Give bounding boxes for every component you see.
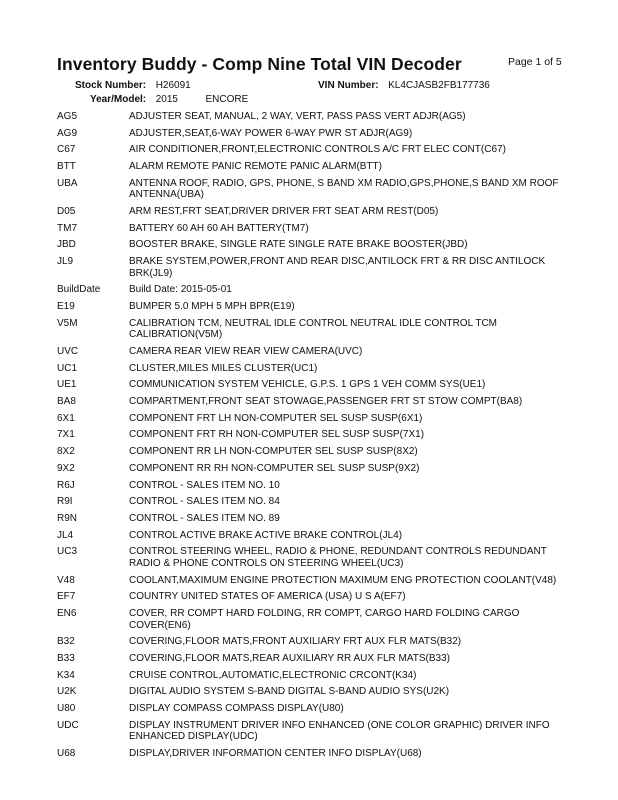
option-row <box>57 318 567 341</box>
option-code: EF7 <box>57 591 76 603</box>
option-code: UDC <box>57 719 79 731</box>
option-code: TM7 <box>57 222 77 234</box>
model-value: ENCORE <box>205 94 249 105</box>
option-code: BuildDate <box>57 284 101 296</box>
option-code: C67 <box>57 144 76 156</box>
option-description: COMPONENT RR RH NON-COMPUTER SEL SUSP SUSP(9X2) <box>129 462 420 474</box>
option-code: 6X1 <box>57 412 75 424</box>
option-description: COMPONENT RR LH NON-COMPUTER SEL SUSP SUSP(8X2) <box>129 446 418 458</box>
option-row <box>57 144 567 156</box>
option-row <box>57 346 567 358</box>
vin-number-field <box>318 80 490 91</box>
year-value: 2015 <box>155 94 178 105</box>
option-code: U68 <box>57 747 76 759</box>
option-description: DISPLAY,DRIVER INFORMATION CENTER INFO DISPLAY(U68) <box>129 747 422 759</box>
option-row <box>57 178 567 201</box>
option-row <box>57 239 567 251</box>
option-description: CONTROL ACTIVE BRAKE ACTIVE BRAKE CONTROL(JL4) <box>129 529 403 541</box>
option-row <box>57 206 567 218</box>
option-row <box>57 256 567 279</box>
option-row <box>57 670 567 682</box>
option-description: CALIBRATION TCM, NEUTRAL IDLE CONTROL NEUTRAL IDLE CONTROL TCM CALIBRATION(V5M) <box>129 317 498 341</box>
option-row <box>57 748 567 760</box>
option-row <box>57 608 567 631</box>
option-description: COVERING,FLOOR MATS,REAR AUXILIARY RR AUX FLR MATS(B33) <box>129 652 450 664</box>
option-row <box>57 284 567 296</box>
option-row <box>57 111 567 123</box>
option-row <box>57 161 567 173</box>
option-row <box>57 575 567 587</box>
option-row <box>57 703 567 715</box>
option-row <box>57 446 567 458</box>
option-description: COMPONENT FRT LH NON-COMPUTER SEL SUSP SUSP(6X1) <box>129 412 423 424</box>
option-description: ADJUSTER,SEAT,6-WAY POWER 6-WAY PWR ST ADJR(AG9) <box>129 127 413 139</box>
option-description: ARM REST,FRT SEAT,DRIVER DRIVER FRT SEAT ARM REST(D05) <box>129 206 439 218</box>
option-row <box>57 530 567 542</box>
option-code: UVC <box>57 346 79 358</box>
year-model-label: Year/Model: <box>90 94 147 105</box>
option-code: B33 <box>57 652 75 664</box>
vin-number-label: VIN Number: <box>318 80 379 91</box>
option-code: U2K <box>57 686 77 698</box>
option-code: JL4 <box>57 529 74 541</box>
option-code: B32 <box>57 636 75 648</box>
option-row <box>57 429 567 441</box>
option-code: BTT <box>57 161 76 173</box>
option-row <box>57 301 567 313</box>
option-description: COVER, RR COMPT HARD FOLDING, RR COMPT, CARGO HARD FOLDING CARGO COVER(EN6) <box>129 607 520 631</box>
option-code: E19 <box>57 301 75 313</box>
option-description: BRAKE SYSTEM,POWER,FRONT AND REAR DISC,ANTILOCK FRT & RR DISC ANTILOCK BRK(JL9) <box>129 256 546 279</box>
option-description: CAMERA REAR VIEW REAR VIEW CAMERA(UVC) <box>129 346 363 358</box>
option-row <box>57 379 567 391</box>
option-code: R9I <box>57 496 73 508</box>
option-description: AIR CONDITIONER,FRONT,ELECTRONIC CONTROLS A/C FRT ELEC CONT(C67) <box>129 144 506 156</box>
option-row <box>57 223 567 235</box>
option-row <box>57 128 567 140</box>
option-description: DISPLAY COMPASS COMPASS DISPLAY(U80) <box>129 702 344 714</box>
option-code: U80 <box>57 702 76 714</box>
option-row <box>57 653 567 665</box>
option-description: ALARM REMOTE PANIC REMOTE PANIC ALARM(BTT) <box>129 161 382 173</box>
option-code: V5M <box>57 317 78 329</box>
option-code-list <box>57 111 567 765</box>
stock-number-field <box>75 80 191 91</box>
option-description: COOLANT,MAXIMUM ENGINE PROTECTION MAXIMUM ENG PROTECTION COOLANT(V48) <box>129 574 557 586</box>
option-description: DISPLAY INSTRUMENT DRIVER INFO ENHANCED (ONE COLOR GRAPHIC) DRIVER INFO ENHANCED DISPLAY(UDC) <box>129 719 550 743</box>
option-row <box>57 686 567 698</box>
option-description: COVERING,FLOOR MATS,FRONT AUXILIARY FRT AUX FLR MATS(B32) <box>129 636 462 648</box>
option-code: JBD <box>57 239 76 251</box>
option-code: K34 <box>57 669 75 681</box>
option-code: UE1 <box>57 379 77 391</box>
option-description: DIGITAL AUDIO SYSTEM S-BAND DIGITAL S-BAND AUDIO SYS(U2K) <box>129 686 450 698</box>
option-description: CONTROL - SALES ITEM NO. 89 <box>129 512 280 524</box>
option-code: V48 <box>57 574 75 586</box>
option-description: BOOSTER BRAKE, SINGLE RATE SINGLE RATE BRAKE BOOSTER(JBD) <box>129 239 468 251</box>
option-code: AG5 <box>57 111 78 122</box>
option-row <box>57 636 567 648</box>
option-description: CRUISE CONTROL,AUTOMATIC,ELECTRONIC CRCONT(K34) <box>129 669 417 681</box>
option-code: R6J <box>57 479 75 491</box>
option-row <box>57 546 567 569</box>
option-code: AG9 <box>57 127 78 139</box>
option-code: JL9 <box>57 256 74 268</box>
option-code: 8X2 <box>57 446 75 458</box>
option-description: CLUSTER,MILES MILES CLUSTER(UC1) <box>129 362 318 374</box>
document-title: Inventory Buddy - Comp Nine Total VIN Decoder <box>57 54 462 74</box>
option-code: UC3 <box>57 546 78 558</box>
option-description: ADJUSTER SEAT, MANUAL, 2 WAY, VERT, PASS PASS VERT ADJR(AG5) <box>129 111 466 122</box>
year-model-field <box>90 94 248 105</box>
vin-number-value: KL4CJASB2FB177736 <box>388 80 490 91</box>
option-row <box>57 591 567 603</box>
option-code: 9X2 <box>57 462 75 474</box>
option-row <box>57 496 567 508</box>
option-description: BUMPER 5.0 MPH 5 MPH BPR(E19) <box>129 301 295 313</box>
option-code: EN6 <box>57 607 77 619</box>
option-description: BATTERY 60 AH 60 AH BATTERY(TM7) <box>129 222 309 234</box>
option-description: ANTENNA ROOF, RADIO, GPS, PHONE, S BAND XM RADIO,GPS,PHONE,S BAND XM ROOF ANTENNA(UBA) <box>129 177 559 201</box>
option-row <box>57 396 567 408</box>
option-row <box>57 363 567 375</box>
option-description: COMMUNICATION SYSTEM VEHICLE, G.P.S. 1 GPS 1 VEH COMM SYS(UE1) <box>129 379 486 391</box>
option-description: CONTROL STEERING WHEEL, RADIO & PHONE, REDUNDANT CONTROLS REDUNDANT RADIO & PHONE CONTROLS ON STEERING WHEEL(UC3) <box>129 546 547 569</box>
stock-number-label: Stock Number: <box>75 80 147 91</box>
option-code: BA8 <box>57 396 76 408</box>
option-code: 7X1 <box>57 429 75 441</box>
option-description: COMPONENT FRT RH NON-COMPUTER SEL SUSP SUSP(7X1) <box>129 429 425 441</box>
page-number: Page 1 of 5 <box>508 56 562 68</box>
option-description: Build Date: 2015-05-01 <box>129 284 232 296</box>
option-code: UC1 <box>57 362 78 374</box>
option-row <box>57 480 567 492</box>
option-description: CONTROL - SALES ITEM NO. 10 <box>129 479 280 491</box>
stock-number-value: H26091 <box>155 80 191 91</box>
option-row <box>57 463 567 475</box>
option-code: R9N <box>57 512 78 524</box>
option-code: D05 <box>57 206 76 218</box>
option-row <box>57 720 567 743</box>
option-description: COMPARTMENT,FRONT SEAT STOWAGE,PASSENGER FRT ST STOW COMPT(BA8) <box>129 396 523 408</box>
option-row <box>57 513 567 525</box>
option-row <box>57 413 567 425</box>
option-description: CONTROL - SALES ITEM NO. 84 <box>129 496 280 508</box>
option-code: UBA <box>57 177 78 189</box>
option-description: COUNTRY UNITED STATES OF AMERICA (USA) U S A(EF7) <box>129 591 406 603</box>
